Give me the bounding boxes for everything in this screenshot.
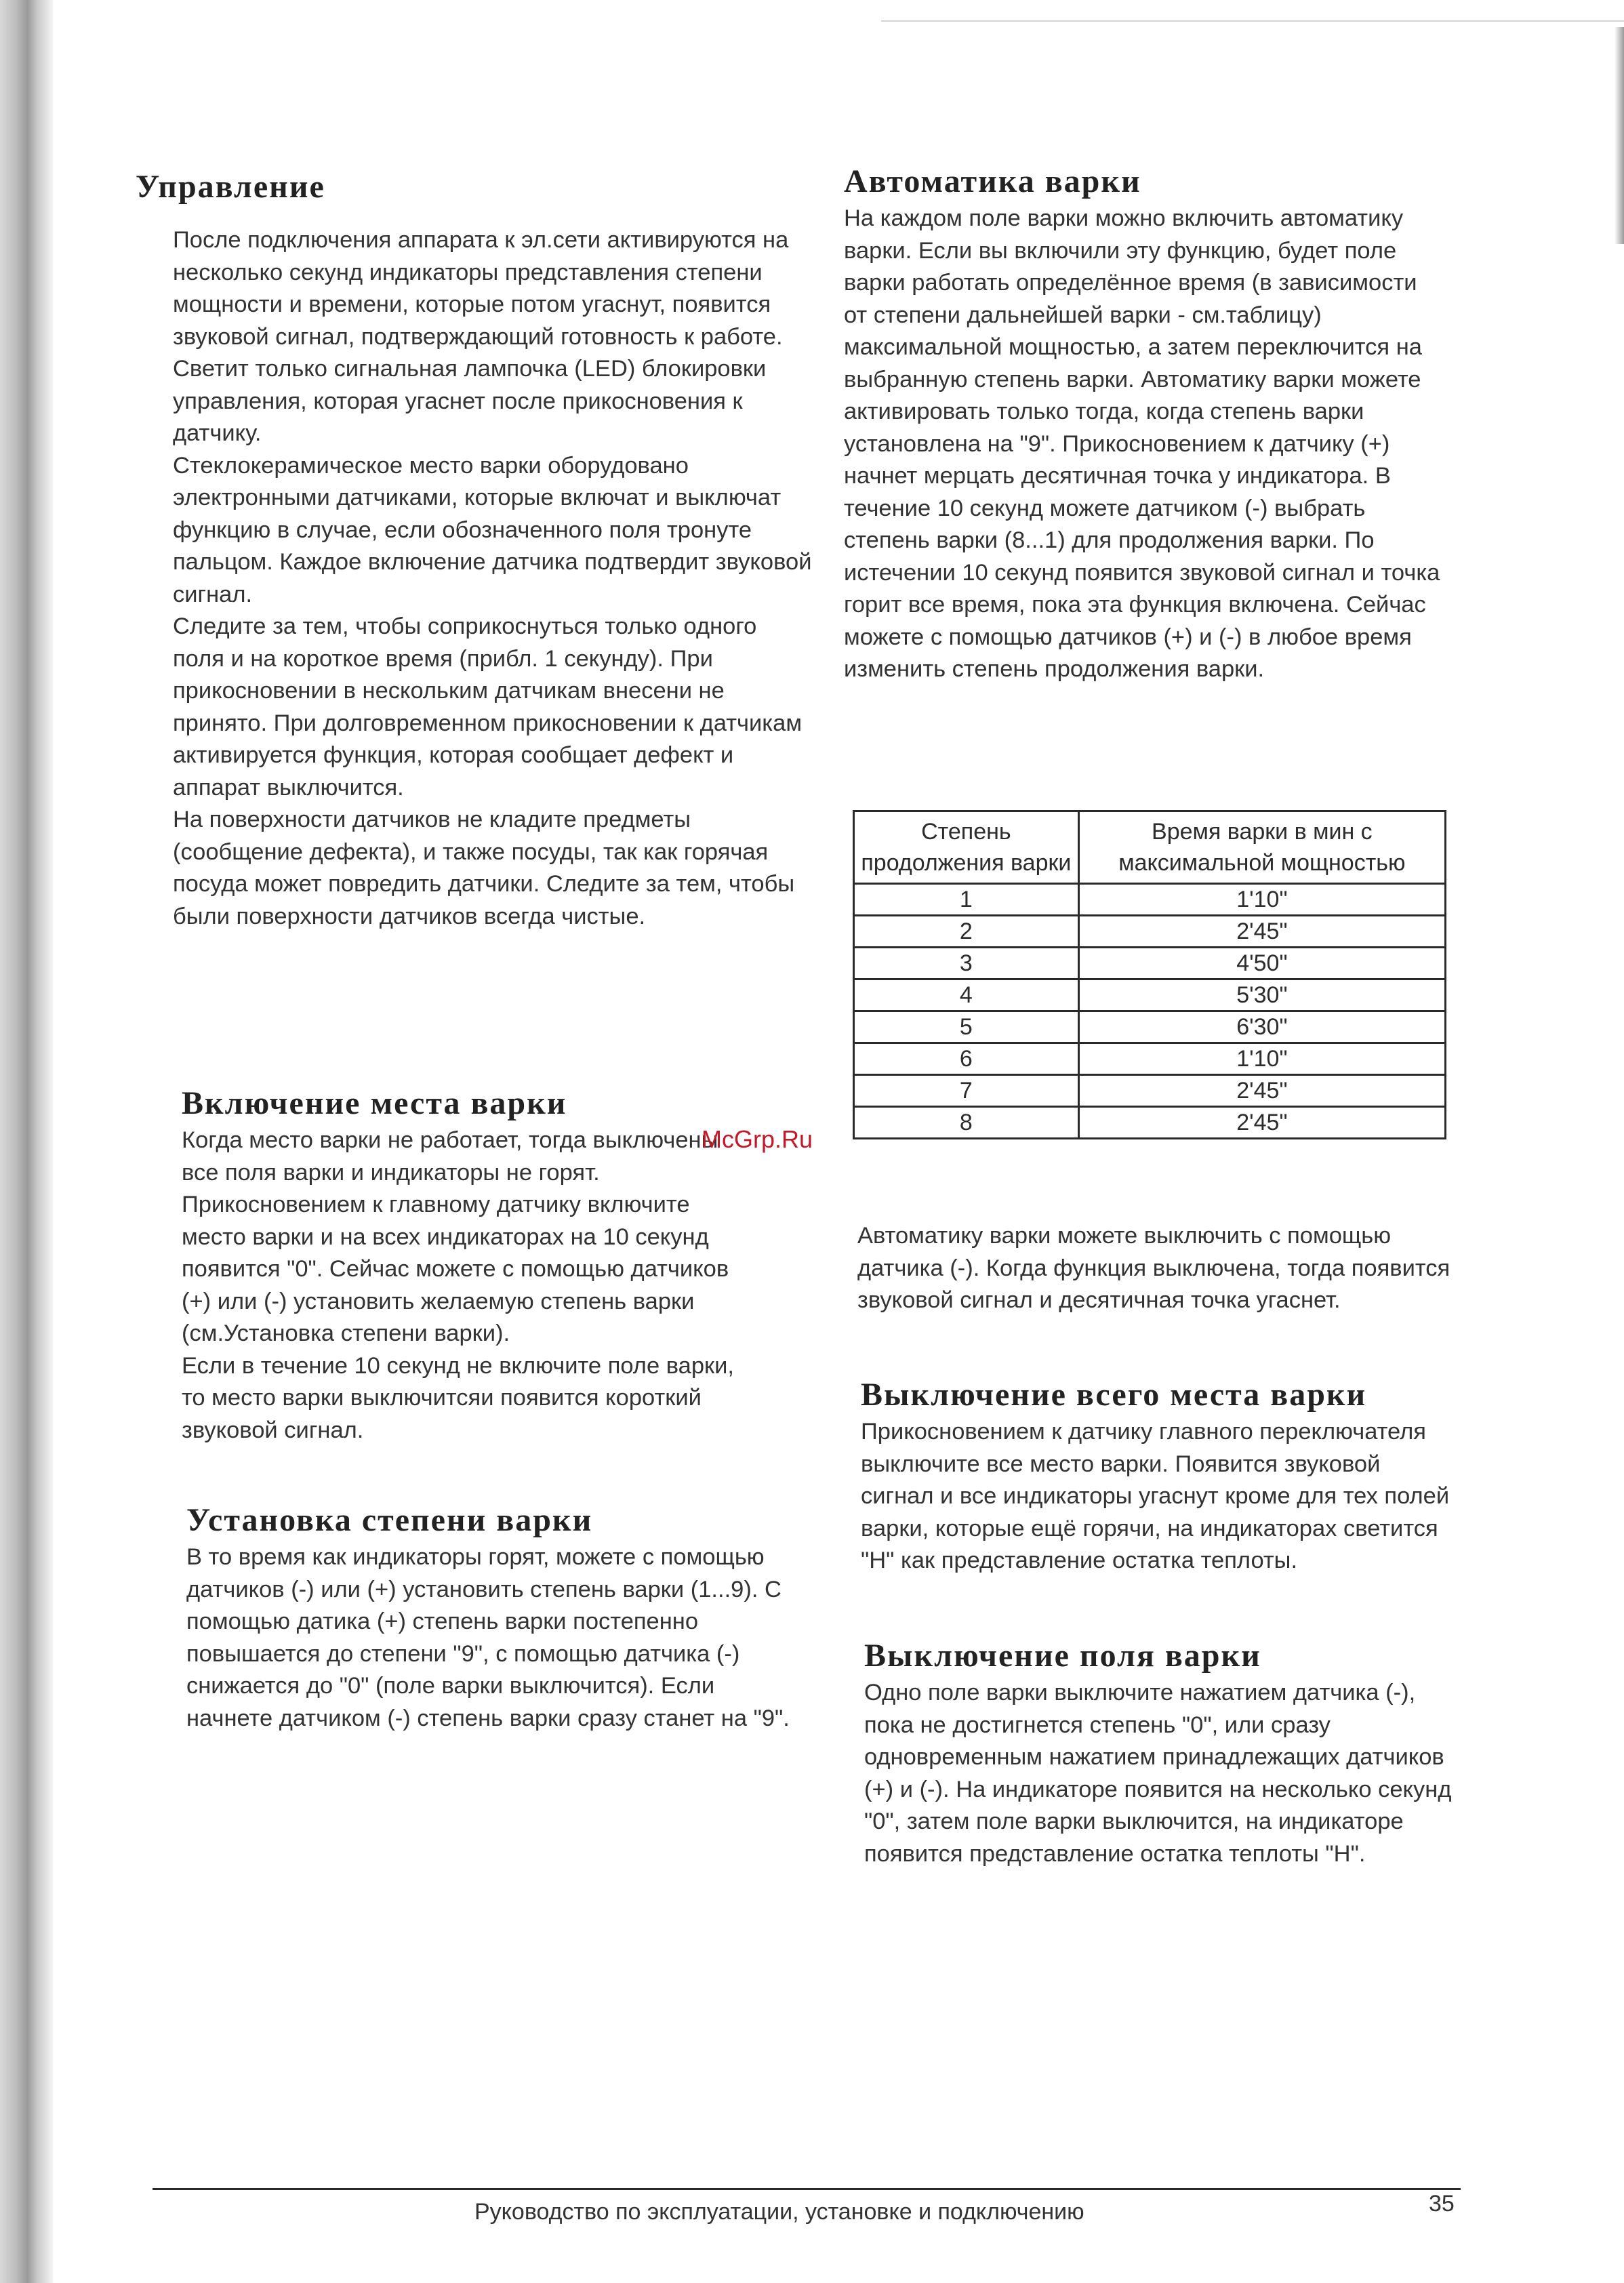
footer-title: Руководство по эксплуатации, установке и подключению: [474, 2199, 1084, 2225]
text-vyklyuchenie-vsego: Прикосновением к датчику главного переключателя выключите все место варки. Появится звуковой сигнал и все индикаторы угаснут кроме для тех полей варки, которые ещё горячи, на индикаторах светится "H" как представление остатка теплоты.: [861, 1419, 1450, 1573]
cell-time: 1'10": [1078, 884, 1445, 916]
table-row: [854, 1043, 1446, 1075]
text-avto-off: Автоматику варки можете выключить с помощью датчика (-). Когда функция выключена, тогда появится звуковой сигнал и десятичная точка угаснет.: [857, 1223, 1450, 1313]
cell-stage: 4: [854, 979, 1079, 1011]
table-row: [854, 916, 1446, 948]
header-time: Время варки в мин с максимальной мощностью: [1078, 811, 1445, 884]
section-avtomatika: [844, 163, 1522, 686]
text-ustanovka: В то время как индикаторы горят, можете с помощью датчиков (-) или (+) установить степень варки (1...9). С помощью датика (+) степень варки постепенно повышается до степени "9", с помощью датчика (-) снижается до "0" (поле варки выключится). Если начнете датчиком (-) степень варки сразу станет на "9".: [186, 1544, 790, 1731]
scan-shadow-left: [0, 0, 53, 2283]
table-row: [854, 948, 1446, 979]
table-header-row: [854, 811, 1446, 884]
text-vyklyuchenie-polya: Одно поле варки выключите нажатием датчика (-), пока не достигнется степень "0", или сразу одновременным нажатием принадлежащих датчиков (+) и (-). На индикаторе появится на несколько секунд "0", затем поле варки выключится, на индикаторе появится представление остатка теплоты "H".: [864, 1680, 1452, 1867]
cell-time: 6'30": [1078, 1011, 1445, 1043]
heading-upravlenie: Управление: [136, 169, 325, 205]
cell-stage: 2: [854, 916, 1079, 948]
section-upravlenie: [136, 168, 813, 933]
cell-time: 5'30": [1078, 979, 1445, 1011]
watermark[interactable]: McGrp.Ru: [702, 1125, 813, 1153]
page-number: 35: [1429, 2191, 1455, 2217]
scan-shadow-right: [1615, 27, 1624, 244]
heading-avtomatika: Автоматика варки: [844, 163, 1141, 199]
cell-time: 4'50": [1078, 948, 1445, 979]
cell-time: 1'10": [1078, 1043, 1445, 1075]
section-avto-off: [857, 1220, 1535, 1317]
section-vyklyuchenie-vsego: [861, 1376, 1539, 1577]
header-stage: Степень продолжения варки: [854, 811, 1079, 884]
cooking-time-table: [853, 810, 1446, 1139]
text-vklyuchenie: Когда место варки не работает, тогда выключены все поля варки и индикаторы не горят. Прикосновением к главному датчику включите место варки и на всех индикаторах на 10 секунд появится "0". Сейчас можете с помощью датчиков (+) или (-) установить желаемую степень варки (см.Установка степени варки). Если в течение 10 секунд не включите поле варки, то место варки выключитсяи появится короткий звуковой сигнал.: [182, 1127, 734, 1443]
cell-time: 2'45": [1078, 916, 1445, 948]
table-row: [854, 1107, 1446, 1139]
section-vyklyuchenie-polya: [864, 1637, 1542, 1870]
cell-stage: 7: [854, 1075, 1079, 1107]
cell-stage: 3: [854, 948, 1079, 979]
table-row: [854, 884, 1446, 916]
heading-vyklyuchenie-vsego: Выключение всего места варки: [861, 1377, 1367, 1413]
table-row: [854, 1011, 1446, 1043]
cell-time: 2'45": [1078, 1075, 1445, 1107]
text-avtomatika: На каждом поле варки можно включить автоматику варки. Если вы включили эту функцию, будет поле варки работать определённое время (в зависимости от степени дальнейшей варки - см.таблицу) максимальной мощностью, а затем переключится на выбранную степень варки. Автоматику варки можете активировать только тогда, когда степень варки установлена на "9". Прикосновением к датчику (+) начнет мерцать десятичная точка у индикатора. В течение 10 секунд можете датчиком (-) выбрать степень варки (8...1) для продолжения варки. По истечении 10 секунд появится звуковой сигнал и точка горит все время, пока эта функция включена. Сейчас можете с помощью датчиков (+) и (-) в любое время изменить степень продолжения варки.: [844, 205, 1440, 682]
footer-divider: [153, 2188, 1461, 2190]
heading-vklyuchenie: Включение места варки: [182, 1085, 567, 1121]
heading-ustanovka: Установка степени варки: [186, 1502, 593, 1538]
section-ustanovka: [186, 1501, 864, 1735]
cell-stage: 5: [854, 1011, 1079, 1043]
scan-top-line: [881, 20, 1624, 22]
table-row: [854, 1075, 1446, 1107]
cell-stage: 1: [854, 884, 1079, 916]
table-row: [854, 979, 1446, 1011]
cell-stage: 8: [854, 1107, 1079, 1139]
text-upravlenie: После подключения аппарата к эл.сети активируются на несколько секунд индикаторы представления степени мощности и времени, которые потом угаснут, появится звуковой сигнал, подтверждающий готовность к работе. Светит только сигнальная лампочка (LED) блокировки управления, которая угаснет после прикосновения к датчику. Стеклокерамическое место варки оборудовано электронными датчиками, которые включат и выключат функцию в случае, если обозначенного поля тронуте пальцом. Каждое включение датчика подтвердит звуковой сигнал. Следите за тем, чтобы соприкоснуться только одного поля и на короткое время (прибл. 1 секунду). При прикосновении в нескольким датчикам внесени не принято. При долговременном прикосновении к датчикам активируется функция, которая сообщает дефект и аппарат выключится. На поверхности датчиков не кладите предметы (сообщение дефекта), и также посуды, так как горячая посуда может повредить датчики. Следите за тем, чтобы были поверхности датчиков всегда чистые.: [173, 227, 812, 929]
heading-vyklyuchenie-polya: Выключение поля варки: [864, 1638, 1261, 1674]
cell-time: 2'45": [1078, 1107, 1445, 1139]
cell-stage: 6: [854, 1043, 1079, 1075]
